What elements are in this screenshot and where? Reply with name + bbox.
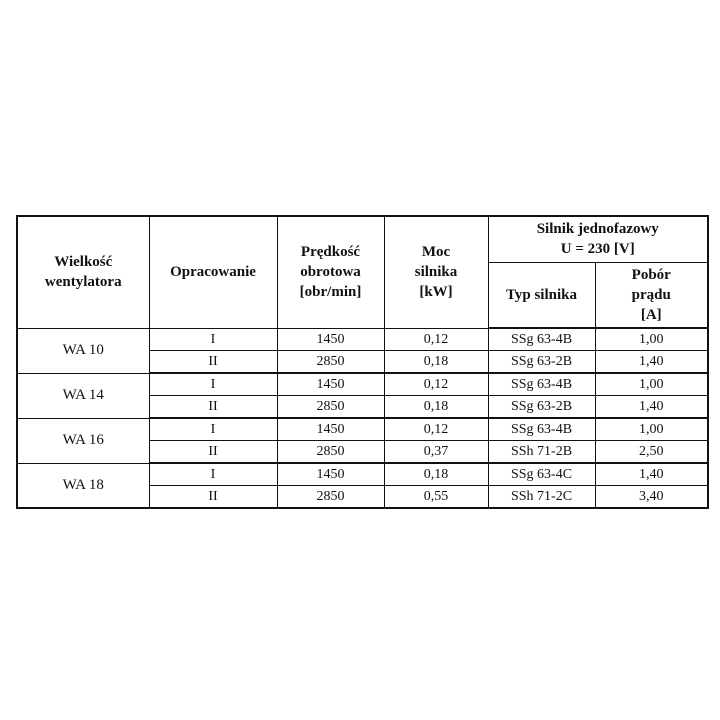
motor-type-cell: SSg 63-4B (488, 328, 595, 351)
power-cell: 0,55 (384, 486, 488, 509)
power-cell: 0,18 (384, 463, 488, 486)
motor-type-cell: SSg 63-2B (488, 351, 595, 374)
speed-cell: 1450 (277, 463, 384, 486)
header-fan-size-line-2: wentylatora (44, 274, 122, 291)
speed-cell: 1450 (277, 418, 384, 441)
header-speed-line-2: obrotowa (300, 264, 361, 281)
header-fan-size-line-1: Wielkość (54, 254, 113, 271)
header-current-line-2: prądu (631, 286, 671, 303)
power-cell: 0,12 (384, 418, 488, 441)
fan-size-cell: WA 16 (17, 418, 149, 463)
header-speed-line-3: [obr/min] (299, 284, 362, 301)
header-power-line-1: Moc (421, 244, 451, 261)
power-cell: 0,12 (384, 373, 488, 396)
power-cell: 0,12 (384, 328, 488, 351)
fan-size-cell: WA 10 (17, 328, 149, 373)
header-current (595, 262, 708, 328)
motor-type-cell: SSg 63-2B (488, 396, 595, 419)
speed-cell: 2850 (277, 351, 384, 374)
motor-type-cell: SSg 63-4B (488, 373, 595, 396)
version-cell: II (149, 351, 277, 374)
current-cell: 1,40 (595, 351, 708, 374)
header-speed (277, 216, 384, 328)
header-version: Opracowanie (149, 216, 277, 328)
version-cell: I (149, 328, 277, 351)
table-row (17, 463, 708, 486)
version-cell: II (149, 396, 277, 419)
current-cell: 2,50 (595, 441, 708, 464)
speed-cell: 2850 (277, 441, 384, 464)
header-motor-group-line-1: Silnik jednofazowy (536, 221, 659, 238)
current-cell: 1,00 (595, 418, 708, 441)
motor-type-cell: SSh 71-2B (488, 441, 595, 464)
fan-spec-table (16, 215, 709, 509)
version-cell: II (149, 441, 277, 464)
table-row (17, 418, 708, 441)
fan-size-cell: WA 14 (17, 373, 149, 418)
speed-cell: 1450 (277, 373, 384, 396)
speed-cell: 1450 (277, 328, 384, 351)
header-motor-type: Typ silnika (488, 262, 595, 328)
version-cell: I (149, 418, 277, 441)
header-current-line-1: Pobór (631, 266, 671, 283)
header-fan-size (17, 216, 149, 328)
header-current-line-3: [A] (640, 306, 662, 323)
speed-cell: 2850 (277, 486, 384, 509)
current-cell: 1,40 (595, 463, 708, 486)
motor-type-cell: SSg 63-4C (488, 463, 595, 486)
version-cell: I (149, 463, 277, 486)
current-cell: 1,00 (595, 328, 708, 351)
version-cell: I (149, 373, 277, 396)
header-power-line-2: silnika (414, 264, 458, 281)
current-cell: 1,40 (595, 396, 708, 419)
power-cell: 0,37 (384, 441, 488, 464)
header-motor-group-line-2: U = 230 [V] (560, 241, 635, 258)
header-power-line-3: [kW] (419, 284, 453, 301)
fan-size-cell: WA 18 (17, 463, 149, 508)
motor-type-cell: SSh 71-2C (488, 486, 595, 509)
header-speed-line-1: Prędkość (300, 244, 361, 261)
version-cell: II (149, 486, 277, 509)
header-row-main (17, 216, 708, 262)
header-power (384, 216, 488, 328)
table-row (17, 328, 708, 351)
motor-type-cell: SSg 63-4B (488, 418, 595, 441)
table-row (17, 373, 708, 396)
header-motor-group (488, 216, 708, 262)
current-cell: 3,40 (595, 486, 708, 509)
power-cell: 0,18 (384, 396, 488, 419)
speed-cell: 2850 (277, 396, 384, 419)
power-cell: 0,18 (384, 351, 488, 374)
current-cell: 1,00 (595, 373, 708, 396)
